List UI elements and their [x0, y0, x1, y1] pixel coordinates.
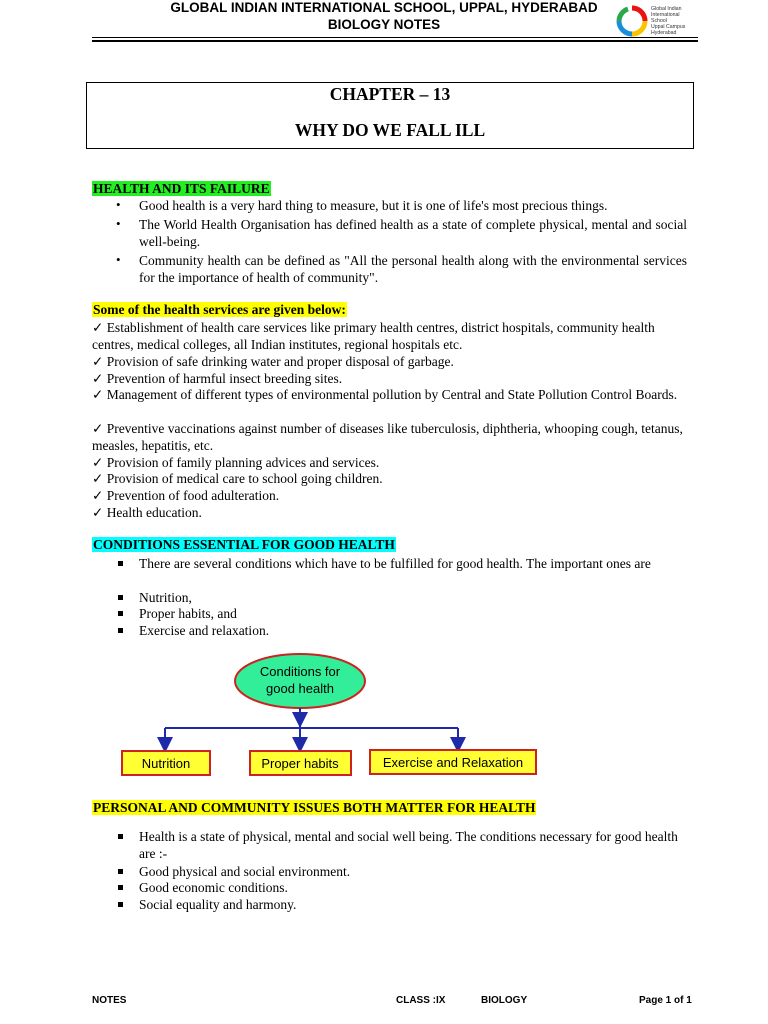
square-bullet-icon — [118, 834, 123, 839]
list-item: Exercise and relaxation. — [139, 623, 270, 638]
footer-subject: BIOLOGY — [481, 995, 528, 1006]
square-bullet-icon — [118, 561, 123, 566]
list-item: ✓ Prevention of harmful insect breeding sites. — [92, 371, 343, 386]
root-node-label: good health — [266, 681, 334, 696]
square-bullet-icon — [118, 869, 123, 874]
square-bullet-icon — [118, 902, 123, 907]
list-item: Health is a state of physical, mental and social well being. The conditions necessary for good health are :- — [139, 829, 678, 861]
bullet-icon: • — [116, 216, 121, 231]
list-item: Social equality and harmony. — [139, 897, 297, 912]
list-item: ✓ Health education. — [92, 505, 202, 520]
school-logo — [612, 4, 704, 38]
chapter-title: WHY DO WE FALL ILL — [294, 120, 486, 140]
check-icon: ✓ — [92, 387, 107, 402]
list-item: Good physical and social environment. — [139, 864, 351, 879]
chapter-number: CHAPTER – 13 — [329, 84, 451, 104]
check-icon: ✓ — [92, 488, 107, 503]
check-icon: ✓ — [92, 505, 107, 520]
logo-text: Global Indian International School Uppal Campus Hyderabad — [651, 6, 686, 36]
check-icon: ✓ — [92, 455, 107, 470]
list-item: ✓ Preventive vaccinations against number of diseases like tuberculosis, diphtheria, whooping cough, tetanus, measles, hepatitis, etc. — [92, 421, 683, 453]
section-heading-conditions: CONDITIONS ESSENTIAL FOR GOOD HEALTH — [93, 537, 395, 552]
page-number: Page 1 of 1 — [639, 995, 692, 1006]
notes-subject: BIOLOGY NOTES — [327, 17, 441, 32]
list-item: ✓ Provision of safe drinking water and proper disposal of garbage. — [92, 354, 454, 369]
check-icon: ✓ — [92, 471, 107, 486]
square-bullet-icon — [118, 885, 123, 890]
square-bullet-icon — [118, 595, 123, 600]
footer-notes: NOTES — [92, 995, 127, 1006]
list-item: Nutrition, — [139, 590, 192, 605]
list-item: Good health is a very hard thing to measure, but it is one of life's most precious things. — [139, 198, 608, 213]
list-item: Proper habits, and — [139, 606, 237, 621]
check-icon: ✓ — [92, 421, 107, 436]
list-item: ✓ Provision of family planning advices and services. — [92, 455, 380, 470]
list-item: ✓ Management of different types of environmental pollution by Central and State Pollution Control Boards. — [92, 387, 678, 402]
child-node-label: Exercise and Relaxation — [382, 755, 524, 770]
list-item: ✓ Provision of medical care to school going children. — [92, 471, 383, 486]
check-icon: ✓ — [92, 354, 107, 369]
check-icon: ✓ — [92, 320, 107, 335]
chapter-box — [86, 82, 694, 149]
square-bullet-icon — [118, 611, 123, 616]
section-heading-issues: PERSONAL AND COMMUNITY ISSUES BOTH MATTER FOR HEALTH — [93, 800, 536, 815]
section-heading-services: Some of the health services are given below: — [93, 302, 346, 317]
list-item: Community health can be defined as "All the personal health along with the environmental services for the importance of health of community". — [139, 253, 687, 285]
child-node-label: Proper habits — [261, 756, 339, 771]
square-bullet-icon — [118, 628, 123, 633]
check-icon: ✓ — [92, 371, 107, 386]
list-item: There are several conditions which have to be fulfilled for good health. The important ones are — [139, 556, 651, 571]
bullet-icon: • — [116, 252, 121, 267]
child-node-label: Nutrition — [141, 756, 191, 771]
list-item: The World Health Organisation has defined health as a state of complete physical, mental and social well-being. — [139, 217, 687, 249]
bullet-icon: • — [116, 197, 121, 212]
footer-class: CLASS :IX — [396, 995, 446, 1006]
school-name: GLOBAL INDIAN INTERNATIONAL SCHOOL, UPPAL, HYDERABAD — [170, 0, 598, 15]
header-rule — [92, 37, 698, 38]
section-heading-health: HEALTH AND ITS FAILURE — [93, 181, 270, 196]
list-item: ✓ Establishment of health care services like primary health centres, district hospitals, community health centres, medical colleges, all Indian institutes, regional hospitals etc. — [92, 320, 655, 352]
conditions-diagram — [110, 650, 550, 780]
logo-ring-icon — [612, 4, 652, 38]
header-rule-thick — [92, 40, 698, 42]
list-item: ✓ Prevention of food adulteration. — [92, 488, 280, 503]
root-node-label: Conditions for — [259, 664, 341, 679]
list-item: Good economic conditions. — [139, 880, 288, 895]
